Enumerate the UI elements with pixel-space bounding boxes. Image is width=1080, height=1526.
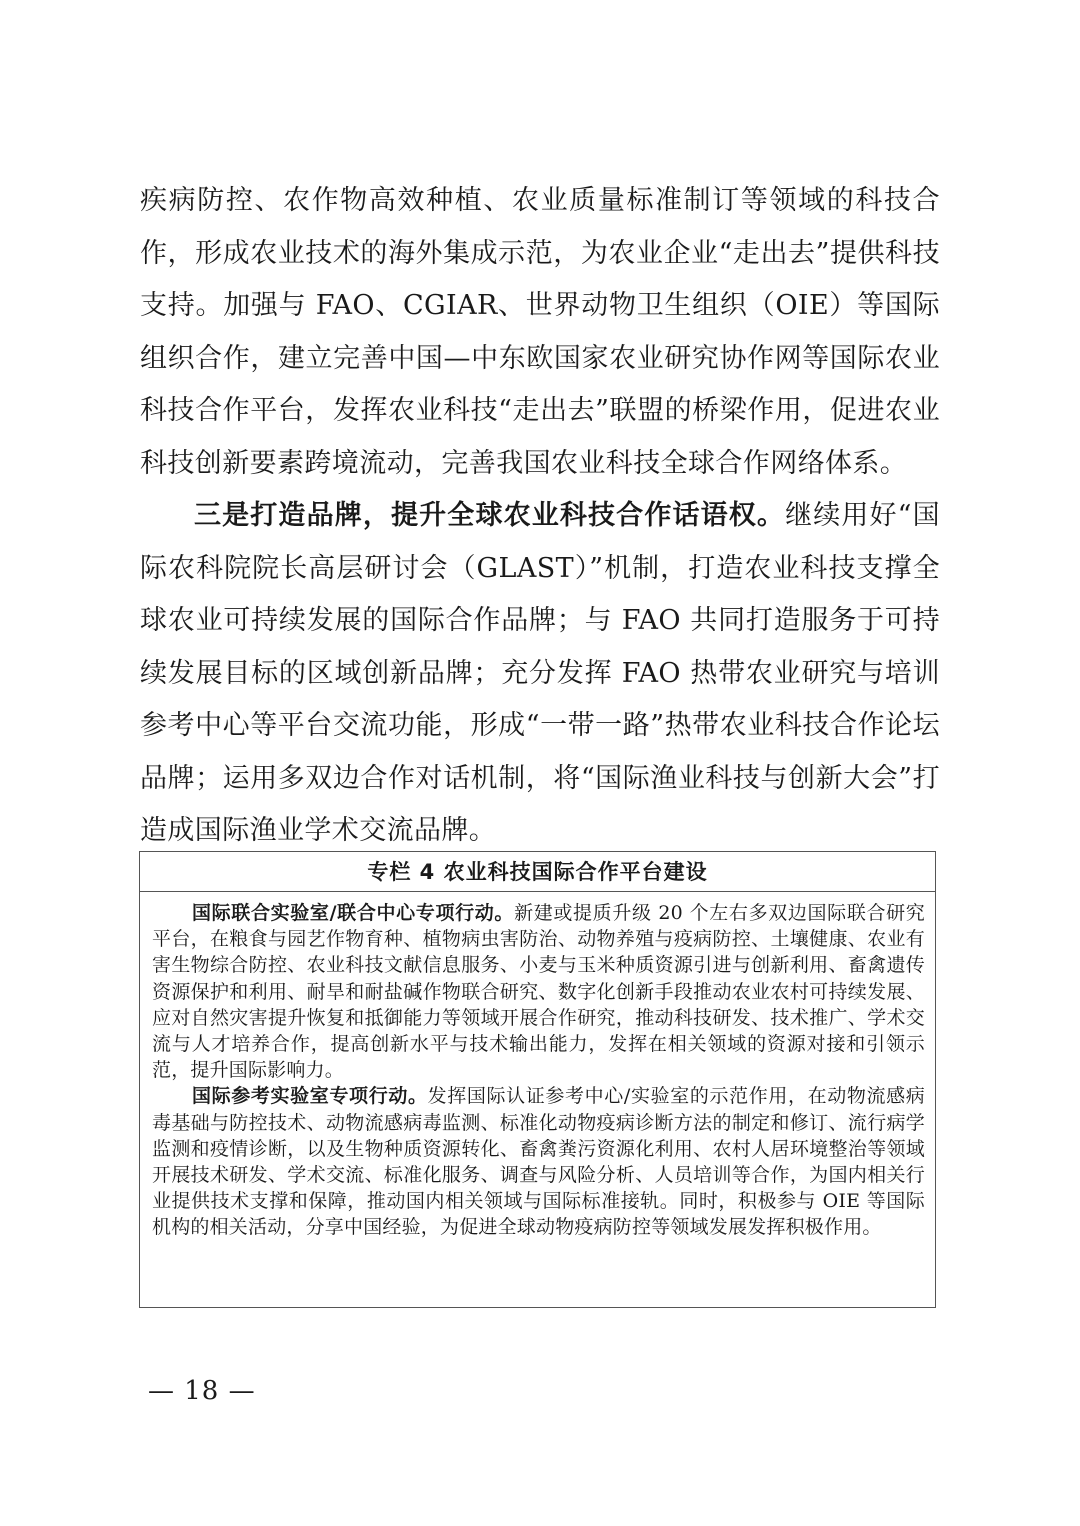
column-title: 专栏 4 农业科技国际合作平台建设 [140, 852, 935, 892]
column-item-reference-lab [152, 1083, 925, 1240]
paragraph-brand-text: 继续用好“国际农科院院长高层研讨会（GLAST）”机制，打造农业科技支撑全球农业可持续发展的国际合作品牌；与 FAO 共同打造服务于可持续发展目标的区域创新品牌；充分发挥 FAO 热带农业研究与培训参考中心等平台交流功能，形成“一带一路”热带农业科技合作论坛品牌；运用多双边合作对话机制，将“国际渔业科技与创新大会”打造成国际渔业学术交流品牌。 [140, 500, 940, 846]
column-item-joint-lab-text: 新建或提质升级 20 个左右多双边国际联合研究平台，在粮食与园艺作物育种、植物病虫害防治、动物养殖与疫病防控、土壤健康、农业有害生物综合防控、农业科技文献信息服务、小麦与玉米种质资源引进与创新利用、畜禽遗传资源保护和利用、耐旱和耐盐碱作物联合研究、数字化创新手段推动农业农村可持续发展、应对自然灾害提升恢复和抵御能力等领域开展合作研究，推动科技研发、技术推广、学术交流与人才培养合作，提高创新水平与技术输出能力，发挥在相关领域的资源对接和引领示范，提升国际影响力。 [152, 902, 925, 1082]
body-text [140, 175, 940, 858]
column-item-joint-lab-lead: 国际联合实验室/联合中心专项行动。 [192, 902, 515, 924]
paragraph-brand [140, 490, 940, 858]
column-item-reference-lab-text: 发挥国际认证参考中心/实验室的示范作用，在动物流感病毒基础与防控技术、动物流感病毒监测、标准化动物疫病诊断方法的制定和修订、流行病学监测和疫情诊断，以及生物种质资源转化、畜禽粪污资源化利用、农村人居环境整治等领域开展技术研发、学术交流、标准化服务、调查与风险分析、人员培训等合作，为国内相关行业提供技术支撑和保障，推动国内相关领域与国际标准接轨。同时，积极参与 OIE 等国际机构的相关活动，分享中国经验，为促进全球动物疫病防控等领域发展发挥积极作用。 [152, 1085, 925, 1239]
paragraph-cooperation: 疾病防控、农作物高效种植、农业质量标准制订等领域的科技合作，形成农业技术的海外集成示范，为农业企业“走出去”提供科技支持。加强与 FAO、CGIAR、世界动物卫生组织（OIE）等国际组织合作，建立完善中国—中东欧国家农业研究协作网等国际农业科技合作平台，发挥农业科技“走出去”联盟的桥梁作用，促进农业科技创新要素跨境流动，完善我国农业科技全球合作网络体系。 [140, 185, 940, 479]
column-box [139, 851, 936, 1308]
page-number: — 18 — [148, 1376, 256, 1406]
column-body [140, 892, 935, 1241]
column-item-reference-lab-lead: 国际参考实验室专项行动。 [192, 1085, 428, 1108]
paragraph-brand-lead: 三是打造品牌，提升全球农业科技合作话语权。 [194, 500, 786, 531]
column-item-joint-lab [152, 900, 925, 1083]
